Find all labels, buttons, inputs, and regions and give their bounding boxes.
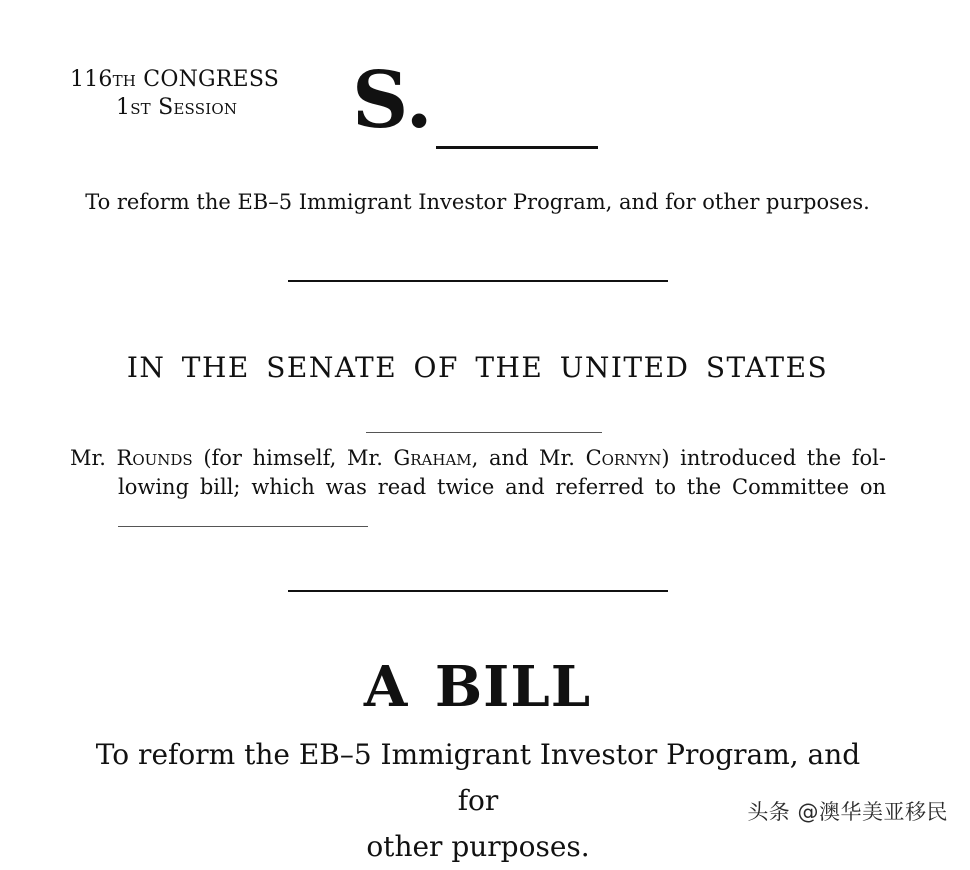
watermark-text: 头条 @澳华美亚移民: [747, 800, 948, 824]
session-ordinal: st: [130, 95, 151, 120]
session-number: 1: [116, 95, 131, 120]
sponsor-title: Mr.: [70, 446, 106, 470]
short-divider-rule: [366, 432, 602, 433]
introduction-paragraph: [70, 444, 886, 502]
long-title-line-2: other purposes.: [366, 830, 590, 863]
introduction-line-1: [70, 444, 886, 473]
congress-session-header: [70, 66, 300, 122]
congress-line: [70, 66, 300, 94]
congress-ordinal: th: [112, 67, 137, 92]
divider-rule: [288, 280, 668, 282]
intro-text: (for himself, Mr.: [203, 446, 383, 470]
bill-prefix: S.: [352, 55, 433, 146]
congress-number: 116: [70, 67, 113, 92]
intro-text: , and Mr.: [471, 446, 575, 470]
congress-label: CONGRESS: [143, 67, 279, 92]
committee-blank-line: [118, 526, 368, 527]
intro-text: ) introduced the fol-: [661, 446, 886, 470]
divider-rule: [288, 590, 668, 592]
cosponsor-name: Graham: [393, 446, 472, 470]
long-title-line-1: To reform the EB–5 Immigrant Investor Program, and for: [95, 738, 861, 817]
sponsor-name: Rounds: [116, 446, 193, 470]
session-line: [70, 94, 300, 122]
bill-number-blank-line: [436, 146, 598, 149]
a-bill-heading: A BILL: [363, 654, 592, 720]
cosponsor-name: Cornyn: [585, 446, 662, 470]
introduction-line-2: lowing bill; which was read twice and referred to the Committee on: [118, 475, 886, 499]
short-title: To reform the EB–5 Immigrant Investor Program, and for other purposes.: [85, 190, 870, 214]
session-label: Session: [158, 95, 238, 120]
chamber-heading: IN THE SENATE OF THE UNITED STATES: [126, 351, 829, 384]
